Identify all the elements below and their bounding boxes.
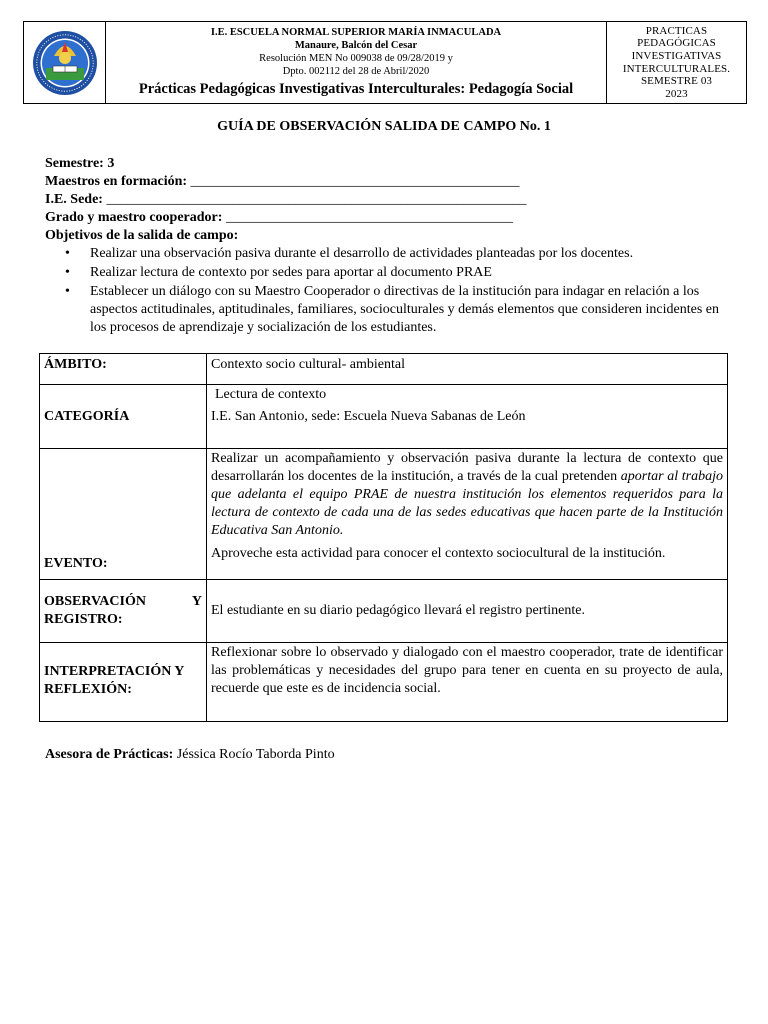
interpretacion-label-a: INTERPRETACIÓN Y <box>44 664 185 679</box>
row-evento <box>40 449 728 580</box>
institution-cell <box>106 22 607 104</box>
grade-blank[interactable]: _________________________________________ <box>225 210 513 225</box>
row-categoria <box>40 385 728 449</box>
evento-text-2: Aproveche esta actividad para conocer el contexto sociocultural de la institución. <box>211 546 666 561</box>
side-line: INVESTIGATIVAS <box>631 49 722 62</box>
form-fields <box>45 155 735 338</box>
categoria-value <box>207 385 728 449</box>
objectives-title: Objetivos de la salida de campo: <box>45 228 239 243</box>
side-line: 2023 <box>665 87 688 100</box>
objectives-list <box>45 245 735 337</box>
objective-item: • Realizar una observación pasiva durante el desarrollo de actividades planteadas por los docentes. <box>45 245 735 263</box>
school-seal-logo <box>32 30 98 96</box>
advisor-line <box>45 747 335 763</box>
side-line: INTERCULTURALES. <box>622 62 731 75</box>
interpretacion-label <box>40 643 207 722</box>
observation-table <box>39 353 728 722</box>
observacion-label-a: OBSERVACIÓN <box>44 594 146 609</box>
site-label: I.E. Sede: <box>45 192 103 207</box>
side-line: SEMESTRE 03 <box>640 75 713 88</box>
row-interpretacion <box>40 643 728 722</box>
grade-field <box>45 209 735 227</box>
logo-cell <box>24 22 106 104</box>
advisor-name: Jéssica Rocío Taborda Pinto <box>176 747 335 762</box>
semester-field: Semestre: 3 <box>45 156 115 171</box>
evento-text: Realizar un acompañamiento y observación pasiva durante la lectura de contexto que desarrollarán los docentes de la institución, a través de la cual pretenden <box>211 451 723 484</box>
objective-item: • Establecer un diálogo con su Maestro Cooperador o directivas de la institución para indagar en relación a los aspectos actitudinales, aptitudinales, familiares, socioculturales y demás elementos que consideren incidentes en los procesos de aprendizaje y socialización de los estudiantes. <box>45 283 735 337</box>
categoria-label: CATEGORÍA <box>40 385 207 449</box>
site-blank[interactable]: ____________________________________________________________ <box>106 192 527 207</box>
guide-title: GUÍA DE OBSERVACIÓN SALIDA DE CAMPO No. 1 <box>217 119 551 134</box>
side-line: PEDAGÓGICAS <box>637 37 716 50</box>
objective-item: • Realizar lectura de contexto por sedes para aportar al documento PRAE <box>45 264 735 282</box>
decree-text: Dpto. 002112 del 28 de Abril/2020 <box>282 66 430 77</box>
header-table <box>23 21 747 104</box>
evento-label: EVENTO: <box>40 449 207 580</box>
school-name: I.E. ESCUELA NORMAL SUPERIOR MARÍA INMACULADA <box>210 27 502 38</box>
teachers-blank[interactable]: _______________________________________________ <box>190 174 520 189</box>
ambito-label: ÁMBITO: <box>40 354 207 385</box>
interpretacion-value: Reflexionar sobre lo observado y dialogado con el maestro cooperador, trate de identificar las problemáticas y necesidades del grupo para tener en cuenta en su proyecto de aula, recuerde que este es de incidencia social. <box>207 643 728 722</box>
side-line: PRACTICAS <box>645 24 708 37</box>
row-observacion <box>40 580 728 643</box>
categoria-line-2: I.E. San Antonio, sede: Escuela Nueva Sabanas de León <box>211 409 526 424</box>
ambito-value: Contexto socio cultural- ambiental <box>207 354 728 385</box>
observacion-label-b: Y <box>191 594 202 609</box>
evento-value <box>207 449 728 580</box>
program-title: Prácticas Pedagógicas Investigativas Interculturales: Pedagogía Social <box>138 81 574 97</box>
observacion-value: El estudiante en su diario pedagógico llevará el registro pertinente. <box>207 580 728 643</box>
program-code-cell <box>607 22 747 104</box>
evento-text-italic: aportar al trabajo que adelanta el equipo PRAE de nuestra institución los elementos requeridos para la lectura de contexto de cada una de las sedes educativas que hacen parte de la Institución Educativa San Antonio. <box>211 469 723 538</box>
resolution-text: Resolución MEN No 009038 de 09/28/2019 y <box>259 53 453 64</box>
site-field <box>45 191 735 209</box>
evento-paragraph <box>211 450 723 540</box>
grade-label: Grado y maestro cooperador: <box>45 210 223 225</box>
categoria-line-1: Lectura de contexto <box>215 387 327 402</box>
advisor-label: Asesora de Prácticas: <box>45 747 174 762</box>
row-ambito <box>40 354 728 385</box>
interpretacion-label-b: REFLEXIÓN: <box>44 682 132 697</box>
teachers-label: Maestros en formación: <box>45 174 188 189</box>
teachers-field <box>45 173 735 191</box>
observacion-label <box>40 580 207 643</box>
observacion-label-c: REGISTRO: <box>44 612 123 627</box>
school-location: Manaure, Balcón del Cesar <box>294 40 418 51</box>
